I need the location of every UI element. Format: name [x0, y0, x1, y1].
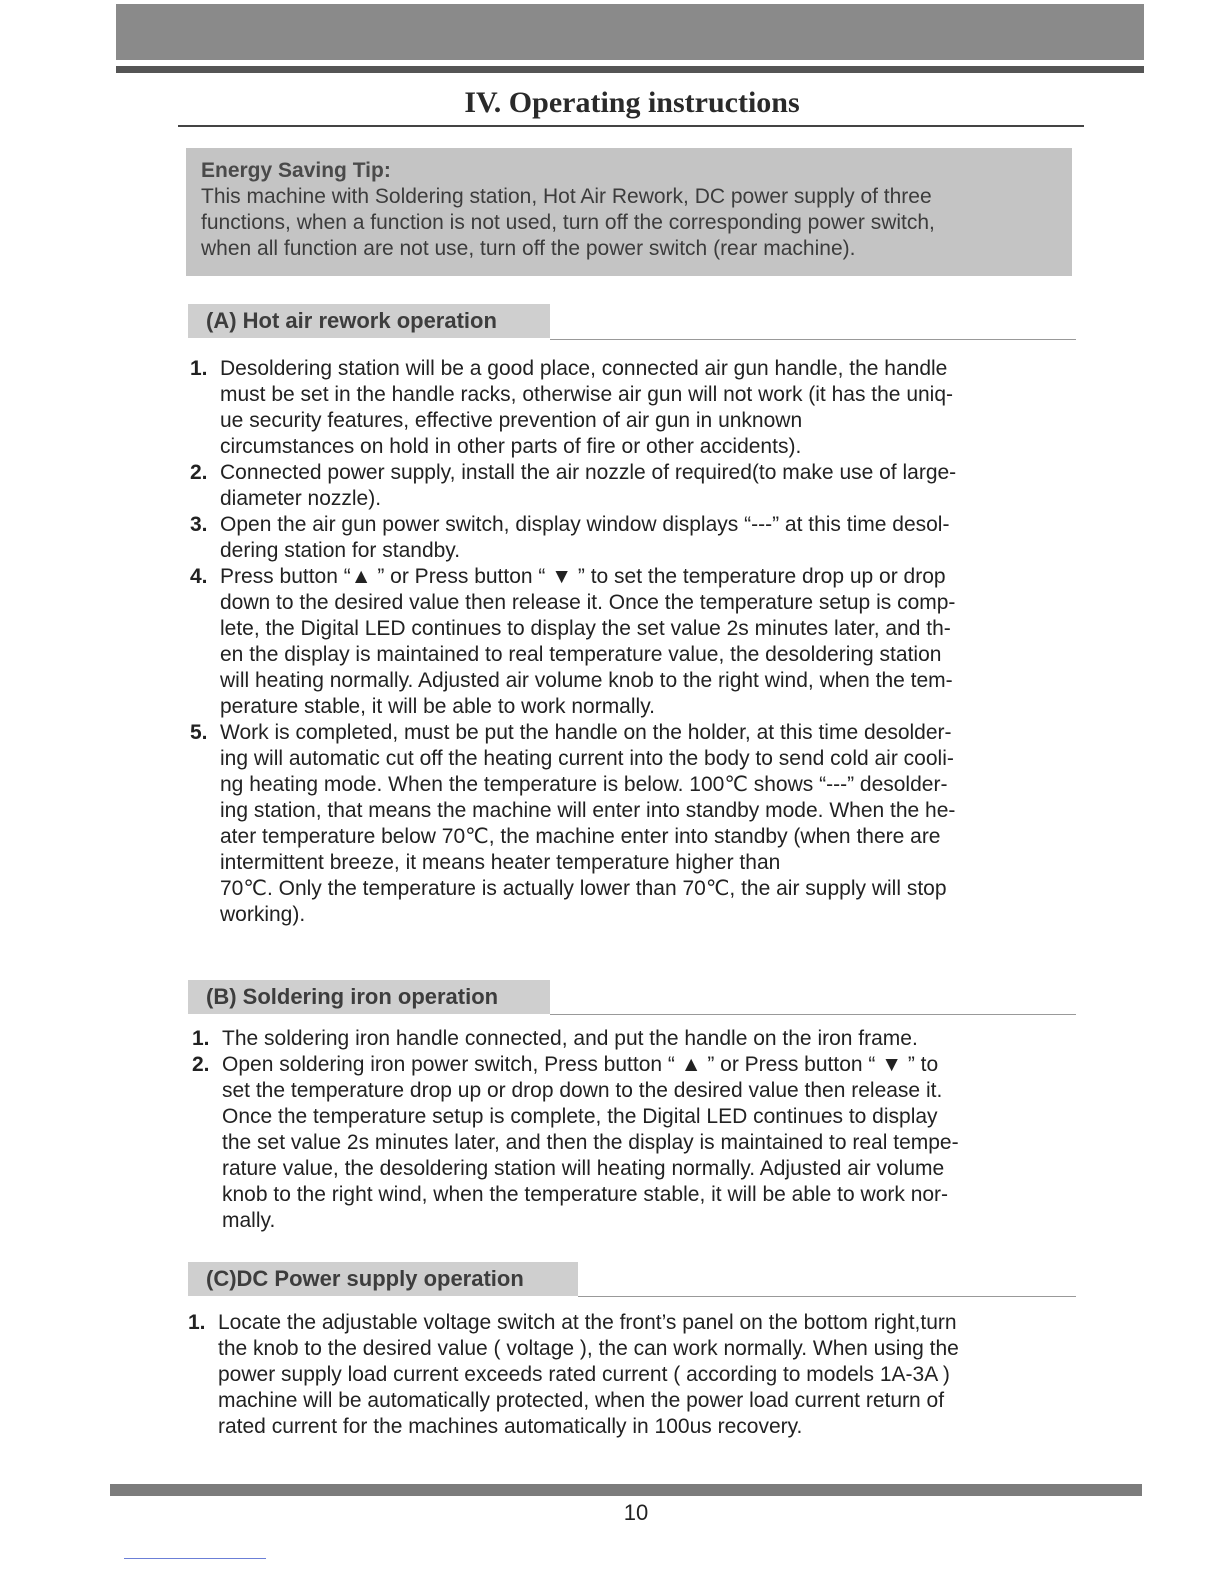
header-bar	[116, 4, 1144, 60]
step-line: the set value 2s minutes later, and then the display is maintained to real tempe-	[222, 1131, 959, 1154]
step-item	[192, 1026, 1062, 1052]
tip-heading: Energy Saving Tip:	[201, 159, 391, 182]
step-number: 1.	[190, 357, 208, 380]
step-line: lete, the Digital LED continues to display the set value 2s minutes later, and th-	[220, 617, 951, 640]
step-number: 4.	[190, 565, 208, 588]
section-a-steps	[190, 356, 1060, 928]
step-line: working).	[220, 903, 306, 926]
section-c-steps	[188, 1310, 1058, 1440]
step-line: perature stable, it will be able to work normally.	[220, 695, 655, 718]
step-line: Work is completed, must be put the handle on the holder, at this time desolder-	[220, 721, 952, 744]
step-line: machine will be automatically protected, when the power load current return of	[218, 1389, 945, 1412]
section-c-rule	[578, 1296, 1076, 1297]
footer-blue-line	[124, 1558, 266, 1559]
step-line: Open soldering iron power switch, Press button “ ▲ ” or Press button “ ▼ ” to	[222, 1053, 939, 1076]
section-c-label: (C)DC Power supply operation	[188, 1262, 578, 1296]
section-c-header	[188, 1262, 578, 1296]
page-title: IV. Operating instructions	[464, 86, 800, 119]
step-item	[190, 512, 1060, 564]
step-line: en the display is maintained to real temperature value, the desoldering station	[220, 643, 942, 666]
step-line: the knob to the desired value ( voltage ), the can work normally. When using the	[218, 1337, 959, 1360]
step-item	[190, 356, 1060, 460]
step-item	[190, 720, 1060, 928]
title-underline	[178, 125, 1084, 127]
step-line: Connected power supply, install the air nozzle of required(to make use of large-	[220, 461, 957, 484]
step-line: Locate the adjustable voltage switch at the front’s panel on the bottom right,turn	[218, 1311, 957, 1334]
step-number: 2.	[190, 461, 208, 484]
step-line: mally.	[222, 1209, 276, 1232]
step-number: 2.	[192, 1053, 210, 1076]
step-number: 1.	[192, 1027, 210, 1050]
step-item	[192, 1052, 1062, 1234]
energy-saving-tip	[186, 148, 1072, 276]
step-line: Desoldering station will be a good place, connected air gun handle, the handle	[220, 357, 948, 380]
tip-line: when all function are not use, turn off the power switch (rear machine).	[201, 237, 856, 260]
section-b-header	[188, 980, 550, 1014]
step-line: down to the desired value then release it. Once the temperature setup is comp-	[220, 591, 956, 614]
step-line: dering station for standby.	[220, 539, 461, 562]
page-number: 10	[623, 1500, 649, 1525]
section-b-rule	[550, 1014, 1076, 1015]
step-item	[190, 564, 1060, 720]
step-line: ing will automatic cut off the heating current into the body to send cold air cooli-	[220, 747, 954, 770]
step-line: intermittent breeze, it means heater temperature higher than	[220, 851, 781, 874]
section-a-label: (A) Hot air rework operation	[188, 304, 550, 338]
step-line: 70℃. Only the temperature is actually lower than 70℃, the air supply will stop	[220, 877, 947, 900]
step-line: knob to the right wind, when the temperature stable, it will be able to work nor-	[222, 1183, 949, 1206]
step-line: The soldering iron handle connected, and put the handle on the iron frame.	[222, 1027, 918, 1050]
step-line: circumstances on hold in other parts of fire or other accidents).	[220, 435, 802, 458]
step-item	[188, 1310, 1058, 1440]
section-a-header	[188, 304, 550, 338]
step-line: rature value, the desoldering station will heating normally. Adjusted air volume	[222, 1157, 945, 1180]
step-line: Press button “▲ ” or Press button “ ▼ ” to set the temperature drop up or drop	[220, 565, 946, 588]
step-line: Open the air gun power switch, display window displays “---” at this time desol-	[220, 513, 950, 536]
step-line: ng heating mode. When the temperature is below. 100℃ shows “---” desolder-	[220, 773, 948, 796]
step-line: set the temperature drop up or drop down to the desired value then release it.	[222, 1079, 943, 1102]
section-b-label: (B) Soldering iron operation	[188, 980, 550, 1014]
step-line: ue security features, effective prevention of air gun in unknown	[220, 409, 803, 432]
tip-line: functions, when a function is not used, turn off the corresponding power switch,	[201, 211, 935, 234]
step-number: 1.	[188, 1311, 206, 1334]
step-line: will heating normally. Adjusted air volume knob to the right wind, when the tem-	[220, 669, 953, 692]
step-line: power supply load current exceeds rated current ( according to models 1A-3A )	[218, 1363, 950, 1386]
step-line: Once the temperature setup is complete, the Digital LED continues to display	[222, 1105, 938, 1128]
step-number: 5.	[190, 721, 208, 744]
step-line: rated current for the machines automatically in 100us recovery.	[218, 1415, 803, 1438]
step-item	[190, 460, 1060, 512]
step-number: 3.	[190, 513, 208, 536]
footer-bar	[110, 1484, 1142, 1496]
step-line: ing station, that means the machine will enter into standby mode. When the he-	[220, 799, 956, 822]
step-line: ater temperature below 70℃, the machine enter into standby (when there are	[220, 825, 941, 848]
section-b-steps	[192, 1026, 1062, 1234]
step-line: diameter nozzle).	[220, 487, 382, 510]
header-rule	[116, 66, 1144, 73]
step-line: must be set in the handle racks, otherwise air gun will not work (it has the uniq-	[220, 383, 954, 406]
tip-line: This machine with Soldering station, Hot Air Rework, DC power supply of three	[201, 185, 932, 208]
section-a-rule	[550, 339, 1076, 340]
